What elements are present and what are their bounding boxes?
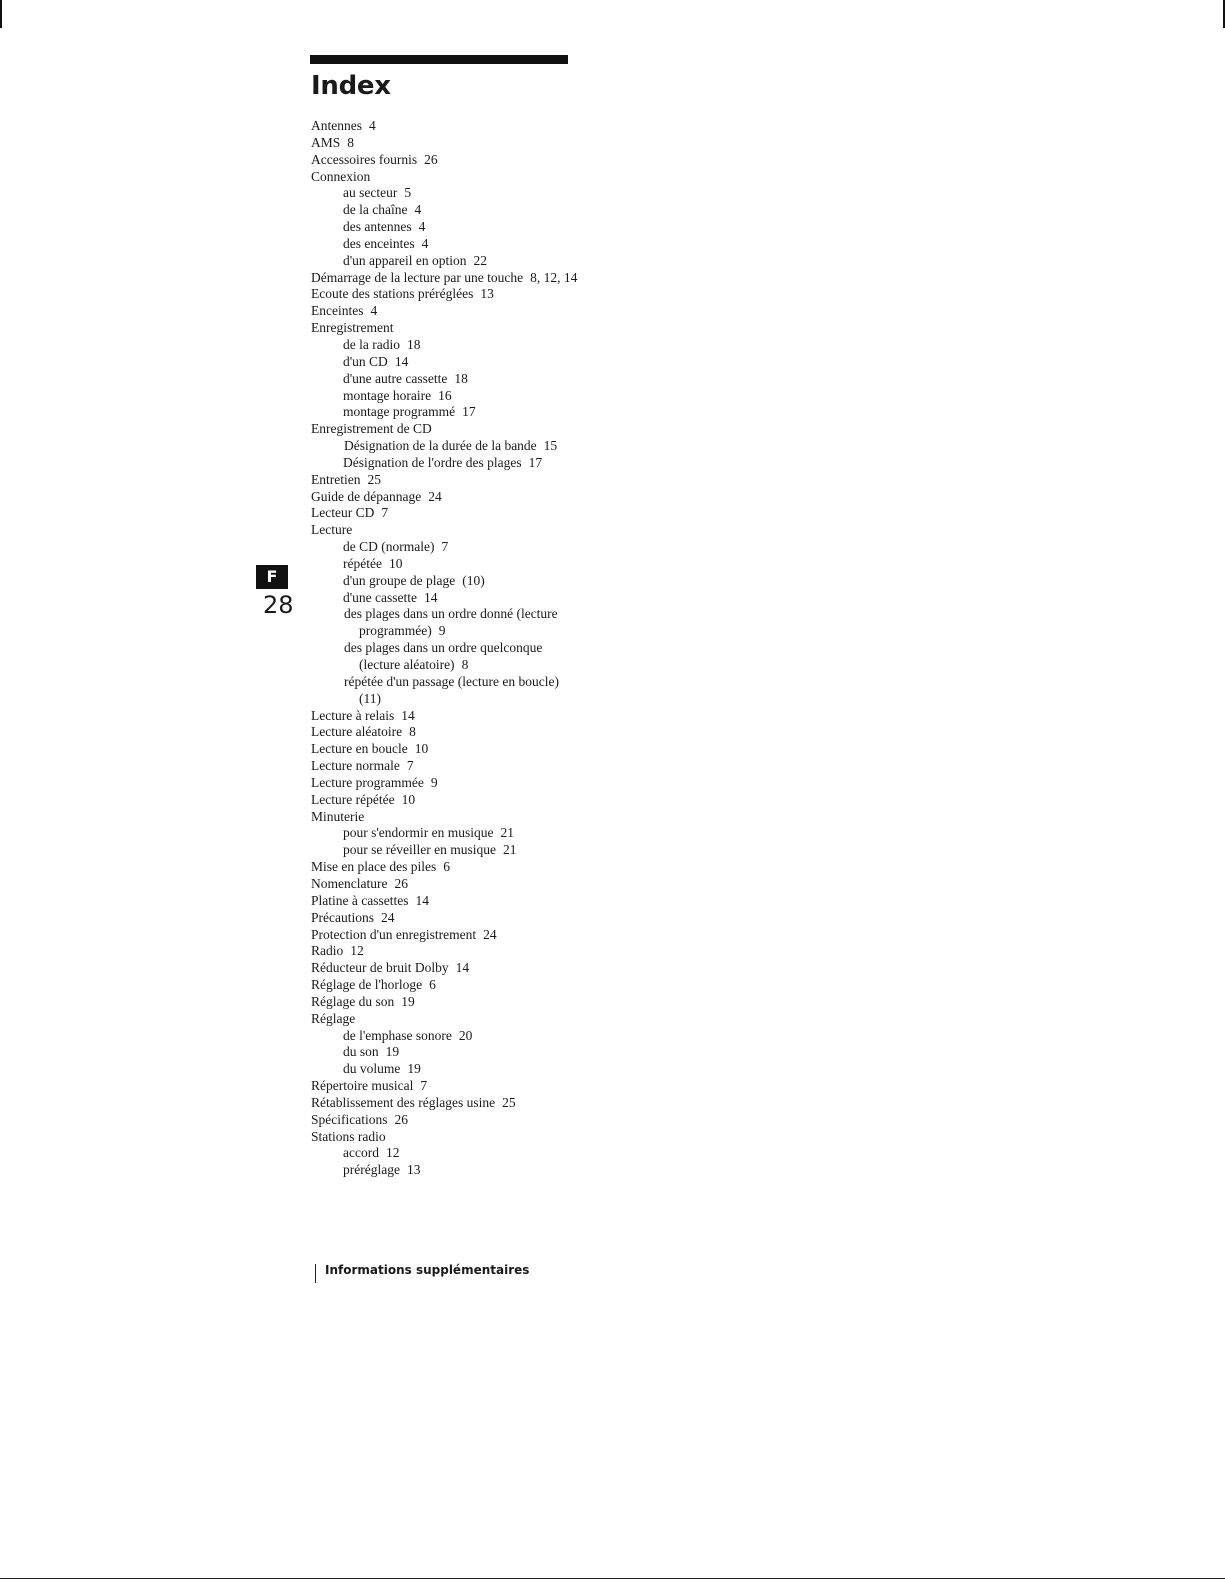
index-subentry <box>311 404 586 421</box>
index-term: Lecture en boucle <box>311 741 408 757</box>
index-term: d'un appareil en option <box>343 252 467 268</box>
index-term: au secteur <box>343 185 398 201</box>
index-subentry <box>311 825 586 842</box>
index-subentry <box>311 354 586 371</box>
heading-bar <box>310 55 568 64</box>
index-page-ref: 18 <box>406 336 421 352</box>
index-subentry <box>311 185 586 202</box>
index-term: de l'emphase sonore <box>343 1027 452 1043</box>
index-page-ref: 26 <box>424 151 438 167</box>
index-term: Désignation de la durée de la bande <box>344 438 537 454</box>
index-term: répétée d'un passage (lecture en boucle) <box>344 673 559 689</box>
index-term: préréglage <box>343 1162 400 1178</box>
index-page-ref: 4 <box>418 219 426 235</box>
index-entry <box>311 421 586 438</box>
index-subentry <box>311 1145 586 1162</box>
index-term: Désignation de l'ordre des plages <box>343 454 522 470</box>
index-term: répétée <box>343 555 382 571</box>
index-entry <box>311 303 586 320</box>
index-entry <box>311 1078 586 1095</box>
index-page-ref: 19 <box>401 993 415 1009</box>
index-page-ref: 8 <box>347 134 355 150</box>
index-term: d'une cassette <box>343 589 418 605</box>
index-subentry <box>311 253 586 270</box>
index-subentry <box>311 606 586 640</box>
index-entry <box>311 522 586 539</box>
index-term: Réglage <box>311 1010 356 1026</box>
index-page-ref: 9 <box>438 623 446 639</box>
index-term: Nomenclature <box>311 875 388 891</box>
index-entry <box>311 489 586 506</box>
index-page-ref: 26 <box>394 875 408 891</box>
index-term: Platine à cassettes <box>311 892 409 908</box>
index-subentry <box>311 337 586 354</box>
index-entry <box>311 320 586 337</box>
index-entry <box>311 758 586 775</box>
index-page-ref: 4 <box>414 202 422 218</box>
index-page-ref: 13 <box>406 1162 421 1178</box>
index-page-ref: 12 <box>385 1145 400 1161</box>
index-term: Réglage du son <box>311 993 395 1009</box>
index-term: Précautions <box>311 909 374 925</box>
index-page-ref: 25 <box>367 471 381 487</box>
index-term: Accessoires fournis <box>311 151 418 167</box>
index-page-ref: 18 <box>454 370 468 386</box>
index-page-ref: 17 <box>462 404 476 420</box>
index-term: des antennes <box>343 219 412 235</box>
index-page-ref: 19 <box>407 1061 421 1077</box>
index-page-ref: 17 <box>528 454 543 470</box>
footer-divider <box>315 1264 316 1283</box>
index-term: Ecoute des stations préréglées <box>311 286 474 302</box>
index-term: de la chaîne <box>343 202 408 218</box>
index-entry <box>311 910 586 927</box>
index-entry <box>311 893 586 910</box>
index-term: pour se réveiller en musique <box>343 842 496 858</box>
index-term: Répertoire musical <box>311 1078 414 1094</box>
index-term: Lecteur CD <box>311 505 375 521</box>
index-page-ref: 16 <box>438 387 452 403</box>
index-page-ref: 6 <box>443 859 450 875</box>
index-page-ref: 15 <box>543 438 558 454</box>
index-page-ref: 19 <box>385 1044 400 1060</box>
index-subentry <box>311 219 586 236</box>
index-entry <box>311 792 586 809</box>
index-term: des plages dans un ordre donné (lecture programmée) <box>344 606 558 639</box>
index-entry <box>311 505 586 522</box>
index-entry <box>311 775 586 792</box>
index-term: de CD (normale) <box>343 539 435 555</box>
index-subentry <box>311 573 586 590</box>
index-term: Radio <box>311 943 344 959</box>
index-entry <box>311 472 586 489</box>
index-page-ref: (10) <box>462 572 485 588</box>
page-bottom-rule <box>0 1578 1225 1579</box>
index-page-ref: 8 <box>461 657 469 672</box>
footer-section-label: Informations supplémentaires <box>325 1263 530 1277</box>
index-entry <box>311 270 586 287</box>
index-entry <box>311 994 586 1011</box>
index-term: du volume <box>343 1061 401 1077</box>
index-subentry <box>311 674 586 708</box>
index-page-ref: 25 <box>502 1094 516 1110</box>
index-page-ref: 7 <box>381 505 389 521</box>
index-page-ref: 21 <box>502 842 517 858</box>
index-page-ref: 14 <box>415 892 429 908</box>
index-term: Protection d'un enregistrement <box>311 926 477 942</box>
index-page-ref: 4 <box>369 118 376 133</box>
index-term: d'un groupe de plage <box>343 572 456 588</box>
index-subentry <box>311 236 586 253</box>
page-number: 28 <box>263 591 294 619</box>
index-page-ref: 5 <box>404 185 412 201</box>
index-term: Stations radio <box>311 1128 386 1144</box>
index-page-ref: 7 <box>406 758 414 774</box>
index-term: Guide de dépannage <box>311 488 422 504</box>
index-entry <box>311 960 586 977</box>
index-page-ref: 12 <box>350 943 364 959</box>
index-term: Enregistrement <box>311 320 394 336</box>
index-page-ref: 26 <box>394 1111 408 1127</box>
index-term: montage programmé <box>343 404 456 420</box>
index-entry <box>311 943 586 960</box>
index-term: de la radio <box>343 336 400 352</box>
index-page-ref: 14 <box>394 353 409 369</box>
index-page-ref: 7 <box>420 1078 428 1094</box>
index-term: Spécifications <box>311 1111 388 1127</box>
index-subentry <box>311 438 586 455</box>
index-term: d'un CD <box>343 353 388 369</box>
index-page-ref: 4 <box>370 303 378 319</box>
language-badge: F <box>256 565 288 589</box>
index-page-ref: 24 <box>381 909 395 925</box>
index-term: montage horaire <box>343 387 432 403</box>
index-page-ref: 21 <box>500 825 515 841</box>
index-subentry <box>311 539 586 556</box>
index-subentry <box>311 1162 586 1179</box>
index-term: Enregistrement de CD <box>311 421 432 437</box>
index-entry <box>311 1011 586 1028</box>
index-term: Minuterie <box>311 808 365 824</box>
index-entry <box>311 724 586 741</box>
index-term: AMS <box>311 134 341 150</box>
index-page-ref: 14 <box>455 960 470 976</box>
index-page-ref: 10 <box>388 555 403 571</box>
index-page-ref: (11) <box>359 690 381 706</box>
index-entry <box>311 169 586 186</box>
index-page-ref: 24 <box>428 488 442 504</box>
index-subentry <box>311 590 586 607</box>
index-term: Enceintes <box>311 303 364 319</box>
index-entry <box>311 118 586 135</box>
index-term: Réglage de l'horloge <box>311 977 423 993</box>
index-term: des plages dans un ordre quelconque (lecture aléatoire) <box>344 640 543 672</box>
index-entry <box>311 876 586 893</box>
index-page-ref: 14 <box>401 707 415 723</box>
index-page-ref: 8 <box>409 724 416 740</box>
index-subentry <box>311 842 586 859</box>
index-page-ref: 24 <box>483 926 497 942</box>
index-term: Rétablissement des réglages usine <box>311 1094 496 1110</box>
page-title: Index <box>311 71 391 101</box>
index-subentry <box>311 556 586 573</box>
index-page-ref: 6 <box>429 977 436 993</box>
index-entry <box>311 927 586 944</box>
index-entry <box>311 708 586 725</box>
index-term: du son <box>343 1044 379 1060</box>
index-entry <box>311 977 586 994</box>
index-term: Lecture programmée <box>311 774 424 790</box>
index-page-ref: 14 <box>424 589 438 605</box>
index-entry <box>311 1129 586 1146</box>
scan-edge-mark-left <box>0 0 2 28</box>
index-term: des enceintes <box>343 235 415 251</box>
index-page-ref: 20 <box>458 1027 473 1043</box>
index-page-ref: 10 <box>401 791 416 807</box>
index-subentry <box>311 640 586 674</box>
index-entry <box>311 741 586 758</box>
index-term: Connexion <box>311 168 371 184</box>
index-page-ref: 22 <box>473 252 488 268</box>
index-subentry <box>311 388 586 405</box>
index-term: Lecture aléatoire <box>311 724 403 740</box>
index-page-ref: 8, 12, 14 <box>530 269 578 285</box>
index-list <box>311 118 586 1179</box>
index-term: pour s'endormir en musique <box>343 825 494 841</box>
index-entry <box>311 135 586 152</box>
index-subentry <box>311 1061 586 1078</box>
index-term: d'une autre cassette <box>343 370 448 386</box>
index-page-ref: 10 <box>414 741 429 757</box>
index-term: Réducteur de bruit Dolby <box>311 960 449 976</box>
index-subentry <box>311 1028 586 1045</box>
index-term: Démarrage de la lecture par une touche <box>311 269 524 285</box>
index-entry <box>311 1095 586 1112</box>
index-entry <box>311 859 586 876</box>
index-term: Lecture répétée <box>311 791 395 807</box>
index-term: Lecture à relais <box>311 707 395 723</box>
index-subentry <box>311 1044 586 1061</box>
index-page-ref: 7 <box>441 539 449 555</box>
index-subentry <box>311 455 586 472</box>
index-subentry <box>311 202 586 219</box>
index-page-ref: 9 <box>430 774 438 790</box>
index-term: accord <box>343 1145 379 1161</box>
index-term: Entretien <box>311 471 361 487</box>
index-entry <box>311 152 586 169</box>
index-entry <box>311 809 586 826</box>
index-page-ref: 13 <box>480 286 494 302</box>
index-entry <box>311 1112 586 1129</box>
index-subentry <box>311 371 586 388</box>
index-term: Mise en place des piles <box>311 859 437 875</box>
index-term: Antennes <box>311 118 362 133</box>
index-page-ref: 4 <box>421 235 429 251</box>
index-term: Lecture <box>311 522 353 538</box>
index-term: Lecture normale <box>311 758 400 774</box>
index-entry <box>311 286 586 303</box>
